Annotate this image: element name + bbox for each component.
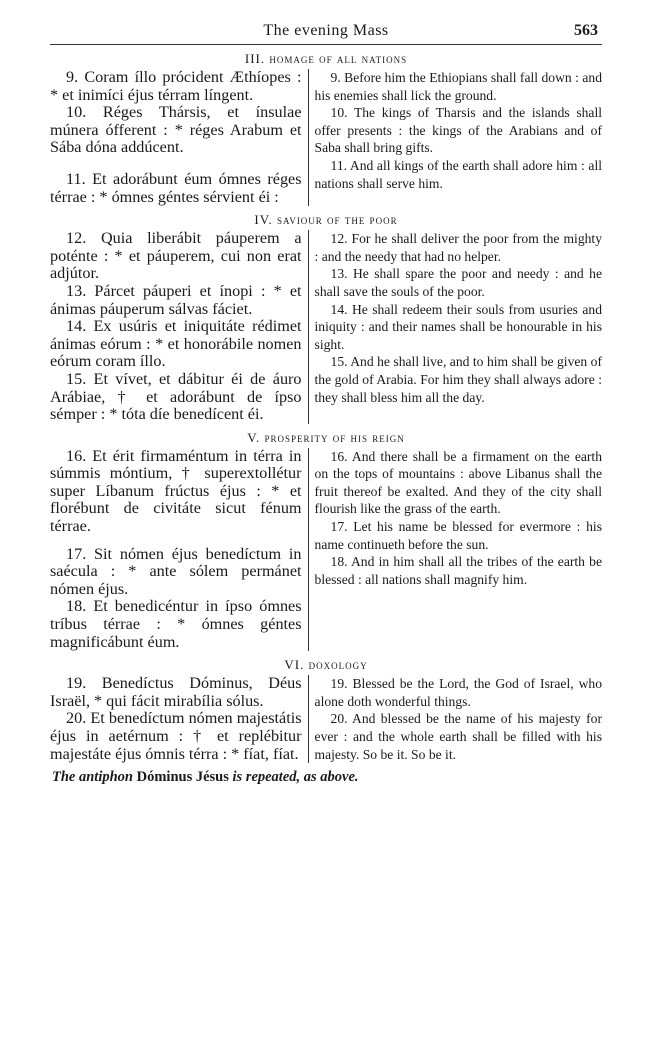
english-verse-16: 16. And there shall be a firmament on the earth on the tops of mountains : above Libanus shall the fruit thereof be exalted. And they of the city shall flourish like the grass of the earth. xyxy=(314,448,602,517)
section-title: saviour of the poor xyxy=(276,212,398,228)
section-title: doxology xyxy=(308,657,368,673)
section-heading-iv xyxy=(50,212,602,228)
english-verse-9: 9. Before him the Ethiopians shall fall down : and his enemies shall lick the ground. xyxy=(314,70,602,103)
section-vi-text xyxy=(50,675,602,763)
english-column xyxy=(309,69,602,206)
section-heading-vi xyxy=(50,657,602,673)
latin-verse-14: 14. Ex usúris et iniquitáte rédimet ánimas eórum : * et honorábile nomen eórum coram íllo. xyxy=(50,317,302,371)
latin-verse-20: 20. Et benedíctum nómen majestátis éjus in aetérnum : † et replébitur majestáte éjus ómnis térra : * fíat, fíat. xyxy=(50,709,302,763)
section-v-text xyxy=(50,448,602,652)
latin-verse-19: 19. Benedíctus Dóminus, Déus Israël, * qui fácit mirabília sólus. xyxy=(50,674,302,710)
section-number: V. xyxy=(247,429,261,445)
english-verse-18: 18. And in him shall all the tribes of the earth be blessed : all nations shall magnify him. xyxy=(314,554,602,587)
section-number: VI. xyxy=(284,657,305,673)
running-header xyxy=(50,18,602,45)
latin-verse-9: 9. Coram íllo prócident Æthíopes : * et inimíci éjus térram língent. xyxy=(50,68,302,104)
section-title: homage of all nations xyxy=(269,51,408,66)
english-verse-14: 14. He shall redeem their souls from usuries and iniquity : and their names shall be honourable in his sight. xyxy=(314,301,602,352)
latin-verse-18: 18. Et benedicéntur in ípso ómnes tríbus térrae : * ómnes géntes magnificábunt éum. xyxy=(50,597,302,651)
english-verse-19: 19. Blessed be the Lord, the God of Israel, who alone doth wonderful things. xyxy=(314,676,602,709)
latin-column xyxy=(50,230,309,424)
rubric-antiphon-name: Dóminus Jésus xyxy=(136,769,229,786)
section-number: IV. xyxy=(254,212,273,228)
page-number: 563 xyxy=(574,22,598,39)
latin-column xyxy=(50,69,309,206)
section-number: III. xyxy=(244,51,266,66)
english-verse-15: 15. And he shall live, and to him shall be given of the gold of Arabia. For him they shall always adore : they shall bless him all the day. xyxy=(314,354,602,405)
english-verse-17: 17. Let his name be blessed for evermore : his name continueth before the sun. xyxy=(314,519,602,552)
rubric-closing xyxy=(50,769,602,786)
english-column xyxy=(309,448,602,652)
latin-verse-12: 12. Quia liberábit páuperem a poténte : * et páuperem, cui non erat adjútor. xyxy=(50,229,302,283)
section-title: prosperity of his reign xyxy=(264,429,405,445)
section-heading-iii xyxy=(50,51,602,67)
english-verse-12: 12. For he shall deliver the poor from the mighty : and the needy that had no helper. xyxy=(314,231,602,264)
book-page xyxy=(50,18,602,786)
latin-column xyxy=(50,675,309,763)
english-verse-13: 13. He shall spare the poor and needy : and he shall save the souls of the poor. xyxy=(314,266,602,299)
rubric-part: The antiphon xyxy=(52,769,133,786)
latin-verse-13: 13. Párcet páuperi et ínopi : * et ánimas páuperum sálvas fáciet. xyxy=(50,281,302,318)
latin-verse-11: 11. Et adorábunt éum ómnes réges térrae : * ómnes géntes sérvient éi : xyxy=(50,169,302,206)
rubric-part: is repeated, as above. xyxy=(232,769,359,786)
english-verse-10: 10. The kings of Tharsis and the islands shall offer presents : the kings of the Arabians and of Saba shall bring gifts. xyxy=(314,105,602,156)
section-iv-text xyxy=(50,230,602,424)
section-iii-text xyxy=(50,69,602,206)
latin-verse-10: 10. Réges Thársis, et ínsulae múnera ófferent : * réges Arabum et Sába dóna addúcent. xyxy=(50,103,302,157)
section-heading-v xyxy=(50,430,602,446)
latin-column xyxy=(50,448,309,652)
english-column xyxy=(309,230,602,424)
page-title: The evening Mass xyxy=(263,22,389,39)
english-verse-20: 20. And blessed be the name of his majesty for ever : and the whole earth shall be filled with his majesty. So be it. So be it. xyxy=(314,711,602,762)
english-column xyxy=(309,675,602,763)
latin-verse-17: 17. Sit nómen éjus benedíctum in saécula : * ante sólem permánet nómen éjus. xyxy=(50,544,302,598)
english-verse-11: 11. And all kings of the earth shall adore him : all nations shall serve him. xyxy=(314,157,602,191)
latin-verse-15: 15. Et vívet, et dábitur éi de áuro Arábiae, † et adorábunt de ípso sémper : * tóta díe benedícent éi. xyxy=(50,369,302,424)
latin-verse-16: 16. Et érit firmaméntum in térra in súmmis móntium, † superextollétur super Líbanum frúctus éjus : * et florébunt de civitáte sicut fénum térrae. xyxy=(50,446,302,536)
